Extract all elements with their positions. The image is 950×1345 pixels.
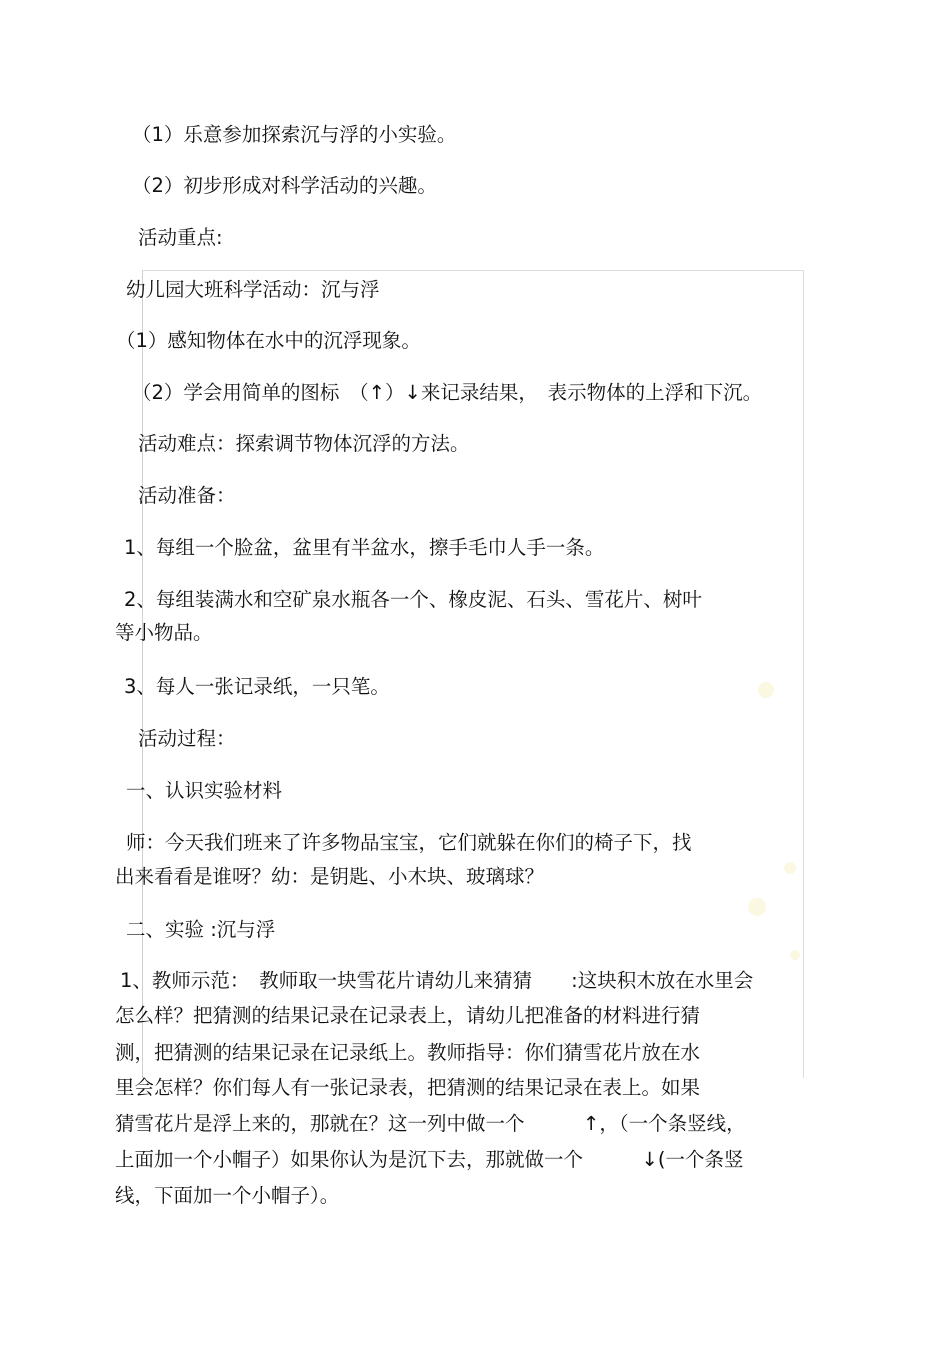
text-line: 出来看看是谁呀？幼：是钥匙、小木块、玻璃球？ [115, 865, 545, 888]
text-line: 1、每组一个脸盆，盆里有半盆水，擦手毛巾人手一条。 [124, 536, 605, 559]
document-title: 幼儿园大班科学活动：沉与浮 [126, 278, 380, 301]
faint-speck [758, 682, 774, 698]
text-line: 二、实验 :沉与浮 [126, 918, 276, 941]
text-line: （2）初步形成对科学活动的兴趣。 [132, 174, 437, 197]
faint-speck [790, 950, 800, 960]
text-line: 1、教师示范： 教师取一块雪花片请幼儿来猜猜 :这块积木放在水里会 [120, 969, 754, 992]
text-line: 3、每人一张记录纸，一只笔。 [124, 675, 390, 698]
text-line: 师：今天我们班来了许多物品宝宝，它们就躲在你们的椅子下，找 [126, 831, 692, 854]
text-line: 活动准备： [138, 484, 236, 507]
text-line: 猜雪花片是浮上来的，那就在？这一列中做一个 ↑，（一个条竖线， [115, 1112, 746, 1135]
text-line: 活动过程： [138, 727, 236, 750]
text-line: 上面加一个小帽子）如果你认为是沉下去，那就做一个 ↓(一个条竖 [115, 1148, 744, 1171]
faint-speck [784, 862, 796, 874]
text-line: 一、认识实验材料 [126, 779, 283, 802]
text-line: （1）乐意参加探索沉与浮的小实验。 [132, 123, 457, 146]
text-line: 里会怎样？你们每人有一张记录表，把猜测的结果记录在表上。如果 [115, 1076, 701, 1099]
text-line: 怎么样？把猜测的结果记录在记录表上，请幼儿把准备的材料进行猜 [115, 1004, 701, 1027]
text-line: （2）学会用简单的图标 （↑）↓来记录结果， 表示物体的上浮和下沉。 [132, 381, 763, 404]
text-line: 活动重点: [138, 226, 223, 249]
text-line: 线，下面加一个小帽子）。 [115, 1184, 340, 1207]
text-line: 2、每组装满水和空矿泉水瓶各一个、橡皮泥、石头、雪花片、树叶 [124, 588, 702, 611]
faint-speck [748, 898, 766, 916]
text-line: 测，把猜测的结果记录在记录纸上。教师指导：你们猜雪花片放在水 [115, 1041, 701, 1064]
text-line: （1）感知物体在水中的沉浮现象。 [116, 329, 421, 352]
text-line: 活动难点：探索调节物体沉浮的方法。 [138, 432, 470, 455]
text-line: 等小物品。 [115, 621, 213, 644]
